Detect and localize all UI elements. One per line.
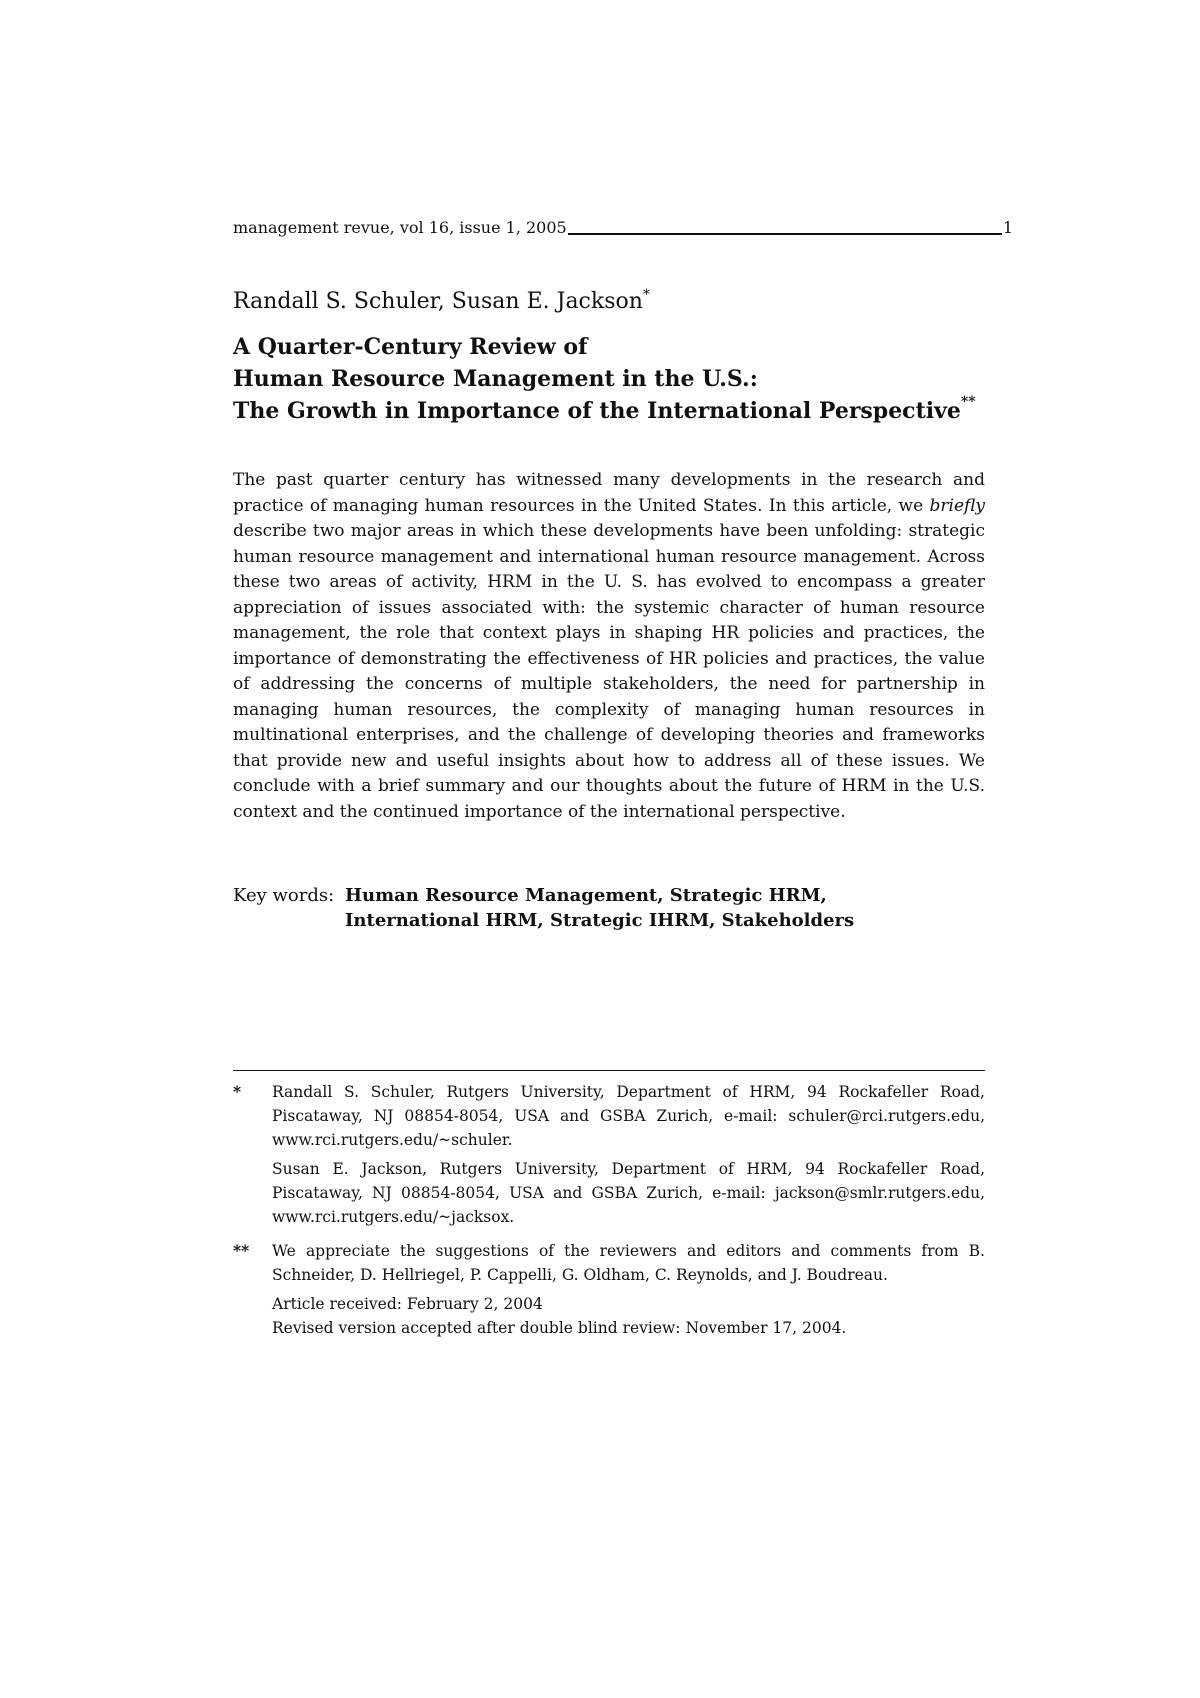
abstract — [233, 468, 985, 825]
footnote-mark: * — [233, 1082, 242, 1101]
author-line — [233, 288, 650, 316]
keywords-block — [233, 883, 985, 933]
keywords-list: Human Resource Management, Strategic HRM, International HRM, Strategic IHRM, Stakeholders — [345, 885, 855, 931]
footnote-mark: ** — [233, 1241, 250, 1260]
title-line-1: A Quarter-Century Review of — [233, 334, 588, 360]
keywords-label: Key words: — [233, 885, 335, 906]
article-title — [233, 331, 993, 427]
header-rule — [568, 233, 1002, 235]
abstract-text-end: describe two major areas in which these developments have been unfolding: strategic human resource management and international human resource management. Across these two areas of activity, HRM in the U. S. has evolved to encompass a greater appreciation of issues associated with: the systemic character of human resource management, the role that context plays in shaping HR policies and practices, the importance of demonstrating the effectiveness of HR policies and practices, the value of addressing the concerns of multiple stakeholders, the need for partnership in managing human resources, the complexity of managing human resources in multinational enterprises, and the challenge of developing theories and frameworks that provide new and useful insights about how to address all of these issues. We conclude with a brief summary and our thoughts about the future of HRM in the U.S. context and the continued importance of the international perspective. — [233, 521, 985, 822]
title-line-2: Human Resource Management in the U.S.: — [233, 366, 758, 392]
footnote-paragraph: Randall S. Schuler, Rutgers University, Department of HRM, 94 Rockafeller Road, Piscataway, NJ 08854-8054, USA and GSBA Zurich, e-mail: schuler@rci.rutgers.edu, www.rci.rutgers.edu/~schuler. — [272, 1083, 985, 1149]
footnote-paragraph: We appreciate the suggestions of the reviewers and editors and comments from B. Schneider, D. Hellriegel, P. Cappelli, G. Oldham, C. Reynolds, and J. Boudreau. — [272, 1242, 985, 1284]
page-number: 1 — [1002, 218, 1013, 237]
article-accepted-date: Revised version accepted after double blind review: November 17, 2004. — [272, 1319, 847, 1337]
abstract-text-start: The past quarter century has witnessed many developments in the research and practice of managing human resources in the United States. In this article, we — [233, 470, 985, 516]
footnote-divider — [233, 1070, 985, 1071]
footnotes — [233, 1080, 985, 1350]
footnote-paragraph: Susan E. Jackson, Rutgers University, Department of HRM, 94 Rockafeller Road, Piscataway, NJ 08854-8054, USA and GSBA Zurich, e-mail: jackson@smlr.rutgers.edu, www.rci.rutgers.edu/~jacksox. — [272, 1160, 985, 1226]
footnote-acknowledgements — [233, 1239, 985, 1345]
title-footnote-marker: ** — [960, 394, 976, 410]
journal-citation: management revue, vol 16, issue 1, 2005 — [233, 218, 567, 237]
running-head — [233, 218, 1013, 238]
title-line-3: The Growth in Importance of the International Perspective** — [233, 394, 976, 424]
author-names: Randall S. Schuler, Susan E. Jackson — [233, 289, 643, 314]
author-footnote-marker: * — [642, 287, 650, 303]
footnote-authors — [233, 1080, 985, 1234]
abstract-emphasis: briefly — [929, 495, 985, 516]
article-received-date: Article received: February 2, 2004 — [272, 1295, 543, 1313]
